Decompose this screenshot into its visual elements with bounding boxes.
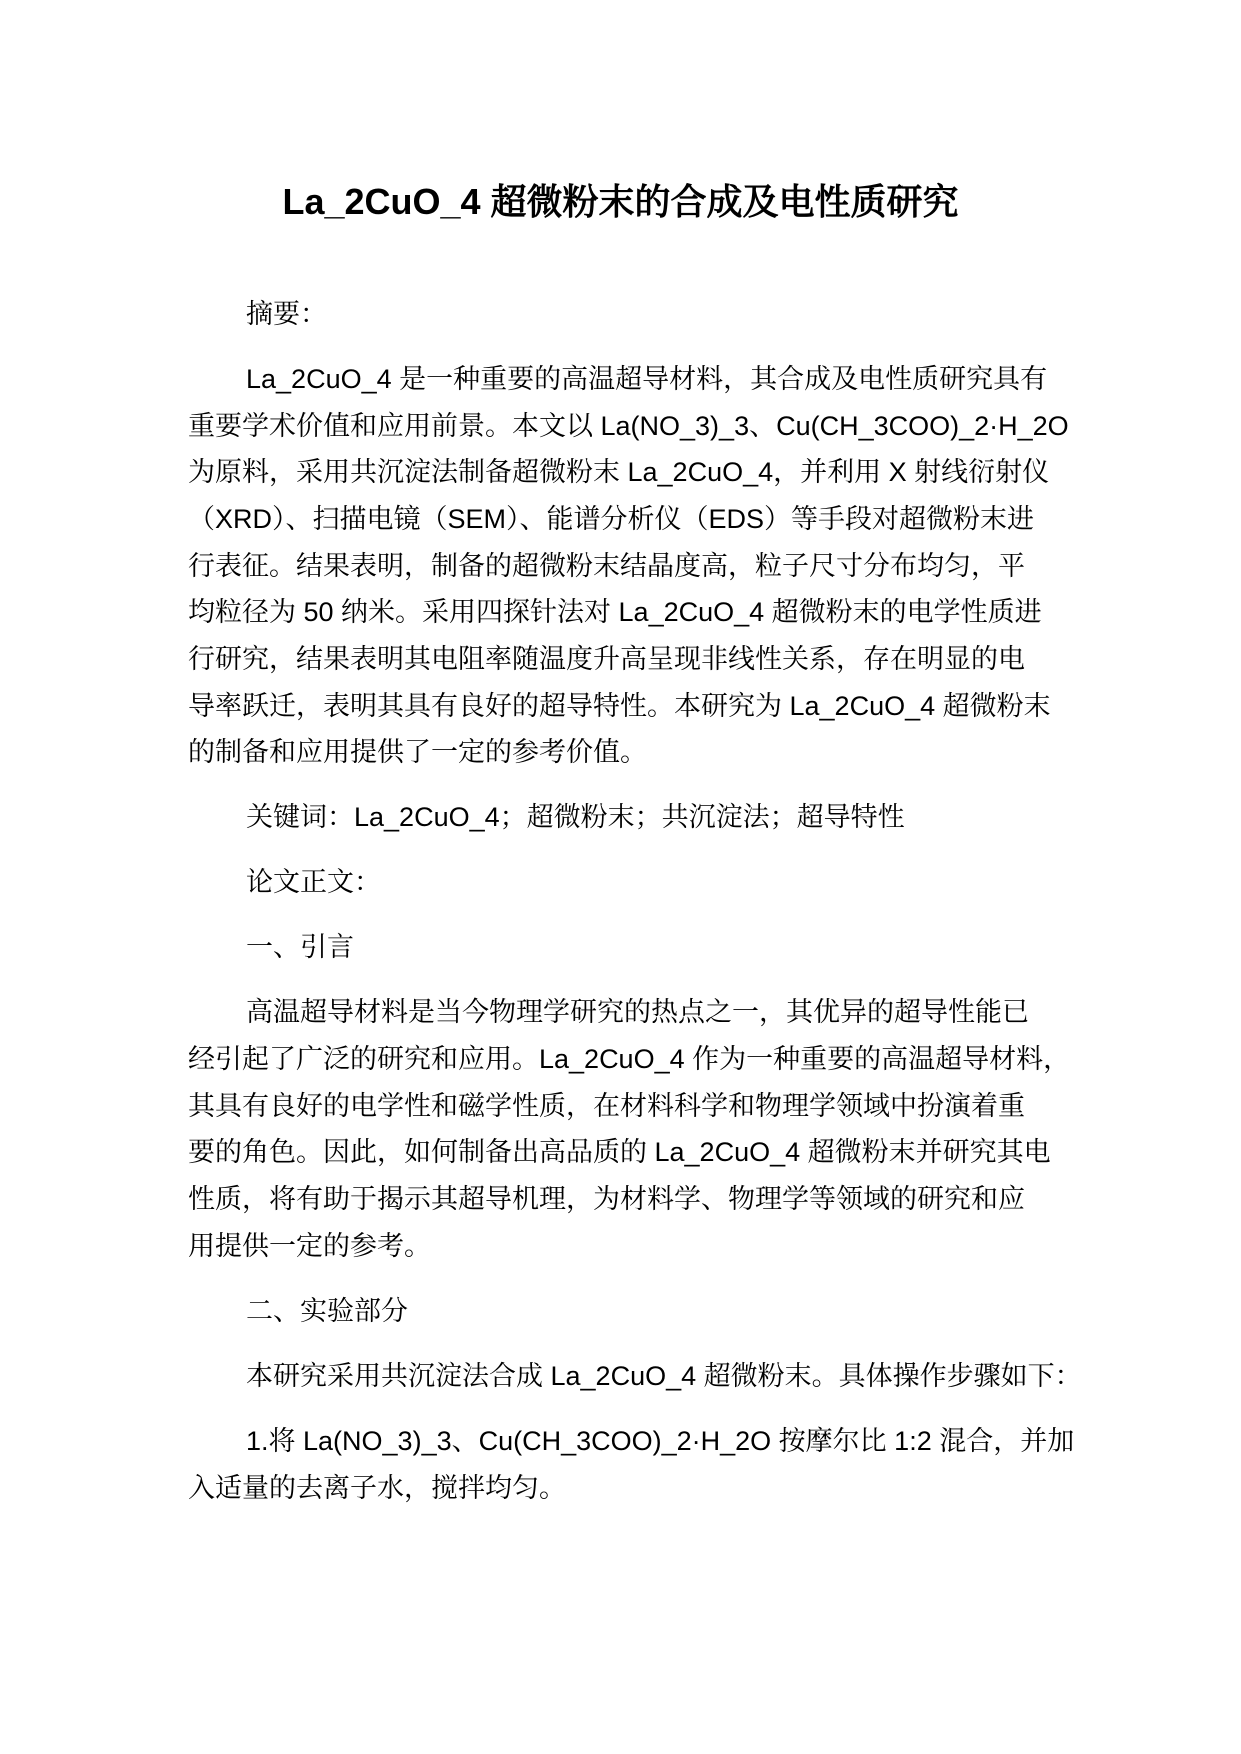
introduction-line: 其具有良好的电学性和磁学性质，在材料科学和物理学领域中扮演着重: [188, 1090, 1025, 1121]
introduction-line: 用提供一定的参考。: [188, 1230, 431, 1261]
experimental-heading-block: [188, 1288, 1178, 1335]
body-heading-block: [188, 859, 1178, 906]
keywords-line: 关键词：La_2CuO_4；超微粉末；共沉淀法；超导特性: [246, 802, 905, 833]
introduction-line: 性质，将有助于揭示其超导机理，为材料学、物理学等领域的研究和应: [188, 1184, 1025, 1215]
introduction-heading-block: [188, 924, 1178, 971]
abstract-line: 均粒径为 50 纳米。采用四探针法对 La_2CuO_4 超微粉末的电学性质进: [188, 597, 1042, 628]
abstract-line: 的制备和应用提供了一定的参考价值。: [188, 737, 647, 768]
introduction-line: 要的角色。因此，如何制备出高品质的 La_2CuO_4 超微粉末并研究其电: [188, 1137, 1051, 1168]
introduction-line: 经引起了广泛的研究和应用。La_2CuO_4 作为一种重要的高温超导材料，: [188, 1044, 1071, 1075]
step-1-paragraph: [188, 1418, 1178, 1511]
body-heading: 论文正文：: [246, 867, 381, 898]
step-line: 1.将 La(NO_3)_3、Cu(CH_3COO)_2·H_2O 按摩尔比 1:2 混合，并加: [246, 1425, 1075, 1456]
abstract-line: 导率跃迁，表明其具有良好的超导特性。本研究为 La_2CuO_4 超微粉末: [188, 690, 1051, 721]
abstract-heading-block: [188, 291, 1178, 338]
section-heading-introduction: 一、引言: [246, 932, 354, 963]
document-title: La_2CuO_4 超微粉末的合成及电性质研究: [282, 181, 959, 222]
abstract-line: 行表征。结果表明，制备的超微粉末结晶度高，粒子尺寸分布均匀，平: [188, 550, 1025, 581]
introduction-line: 高温超导材料是当今物理学研究的热点之一，其优异的超导性能已: [246, 997, 1029, 1028]
abstract-line: （XRD）、扫描电镜（SEM）、能谱分析仪（EDS）等手段对超微粉末进: [188, 504, 1035, 535]
abstract-paragraph: [188, 356, 1178, 776]
keywords-block: [188, 794, 1178, 841]
document-body: [188, 291, 1178, 1529]
abstract-line: 行研究，结果表明其电阻率随温度升高呈现非线性关系，存在明显的电: [188, 644, 1025, 675]
abstract-heading: 摘要：: [246, 299, 327, 329]
abstract-line: 为原料，采用共沉淀法制备超微粉末 La_2CuO_4，并利用 X 射线衍射仪: [188, 457, 1050, 488]
step-line: 入适量的去离子水，搅拌均匀。: [188, 1472, 566, 1503]
experimental-intro: 本研究采用共沉淀法合成 La_2CuO_4 超微粉末。具体操作步骤如下：: [246, 1360, 1082, 1391]
introduction-paragraph: [188, 989, 1178, 1269]
section-heading-experimental: 二、实验部分: [246, 1295, 408, 1326]
abstract-line: La_2CuO_4 是一种重要的高温超导材料，其合成及电性质研究具有: [246, 363, 1048, 394]
abstract-line: 重要学术价值和应用前景。本文以 La(NO_3)_3、Cu(CH_3COO)_2·H_2O: [188, 410, 1069, 441]
experimental-intro-block: [188, 1353, 1178, 1400]
